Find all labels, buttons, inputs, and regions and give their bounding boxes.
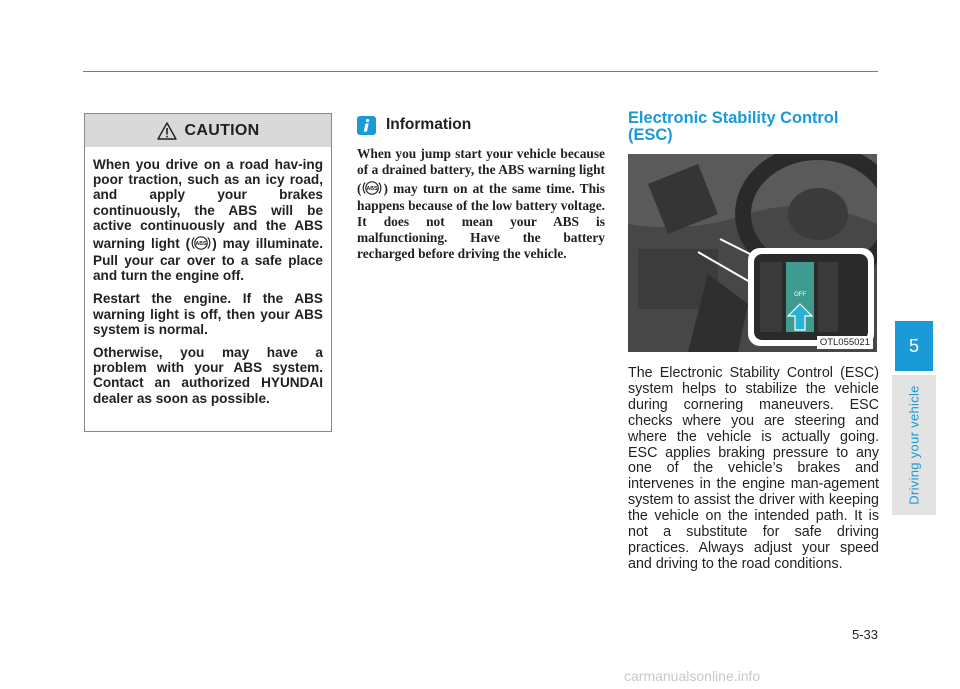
esc-body-text: The Electronic Stability Control (ESC) system helps to stabilize the vehicle during cornering maneuvers. ESC checks where you are steering and where the vehicle is actually going. ESC applies braking pressure to any one of the vehicle’s brakes and intervenes in the engine man-agement system to assist the driver with keeping the vehicle on the intended path. It is not a substitute for safe driving practices. Always adjust your speed and driving to the road conditions. — [628, 365, 879, 572]
chapter-label-tab — [892, 375, 936, 515]
abs-warning-light-icon — [191, 233, 211, 253]
chapter-label: Driving your vehicle — [906, 385, 922, 505]
information-text-part: ) may turn on at the same time. This happens because of the low battery voltage. It does not mean your ABS is malfunctioning. Have the battery recharged before driving the vehicle. — [357, 180, 605, 261]
abs-warning-light-icon — [362, 178, 382, 198]
abs-icon-label: ABS — [366, 185, 378, 192]
esc-section — [628, 110, 879, 573]
warning-triangle-icon — [157, 122, 177, 140]
caution-header — [85, 114, 331, 147]
caution-title: CAUTION — [184, 121, 260, 139]
image-caption: OTL055021 — [817, 336, 873, 349]
info-icon — [357, 116, 376, 135]
caution-box — [84, 113, 332, 432]
caution-paragraph-3: Otherwise, you may have a problem with your ABS system. Contact an authorized HYUNDAI dealer as soon as possible. — [93, 345, 323, 406]
chapter-number-tab: 5 — [895, 321, 933, 371]
caution-text-part: ) may illuminate. Pull your car over to a safe place and turn the engine off. — [93, 236, 323, 284]
abs-icon-label: ABS — [195, 241, 207, 248]
esc-title: Electronic Stability Control (ESC) — [628, 109, 839, 144]
information-text — [357, 146, 605, 261]
information-section — [357, 114, 605, 261]
caution-paragraph-1 — [93, 157, 323, 283]
page-number: 5-33 — [851, 627, 878, 642]
information-text-part: When you jump start your vehicle because of a drained battery, the ABS warning light ( — [357, 146, 605, 196]
information-header — [357, 114, 605, 136]
watermark: carmanualsonline.info — [624, 668, 761, 684]
caution-text-part: When you drive on a road hav-ing poor traction, such as an icy road, and apply your brakes continuously, the ABS will be active continuously and the ABS warning light ( — [93, 157, 323, 252]
svg-text:OFF: OFF — [794, 292, 806, 298]
caution-paragraph-2: Restart the engine. If the ABS warning light is off, then your ABS system is normal. — [93, 291, 323, 337]
dashboard-illustration — [628, 154, 877, 352]
esc-switch-photo — [628, 154, 877, 352]
information-title: Information — [386, 116, 472, 133]
caution-body — [85, 147, 331, 406]
top-rule — [83, 71, 878, 72]
